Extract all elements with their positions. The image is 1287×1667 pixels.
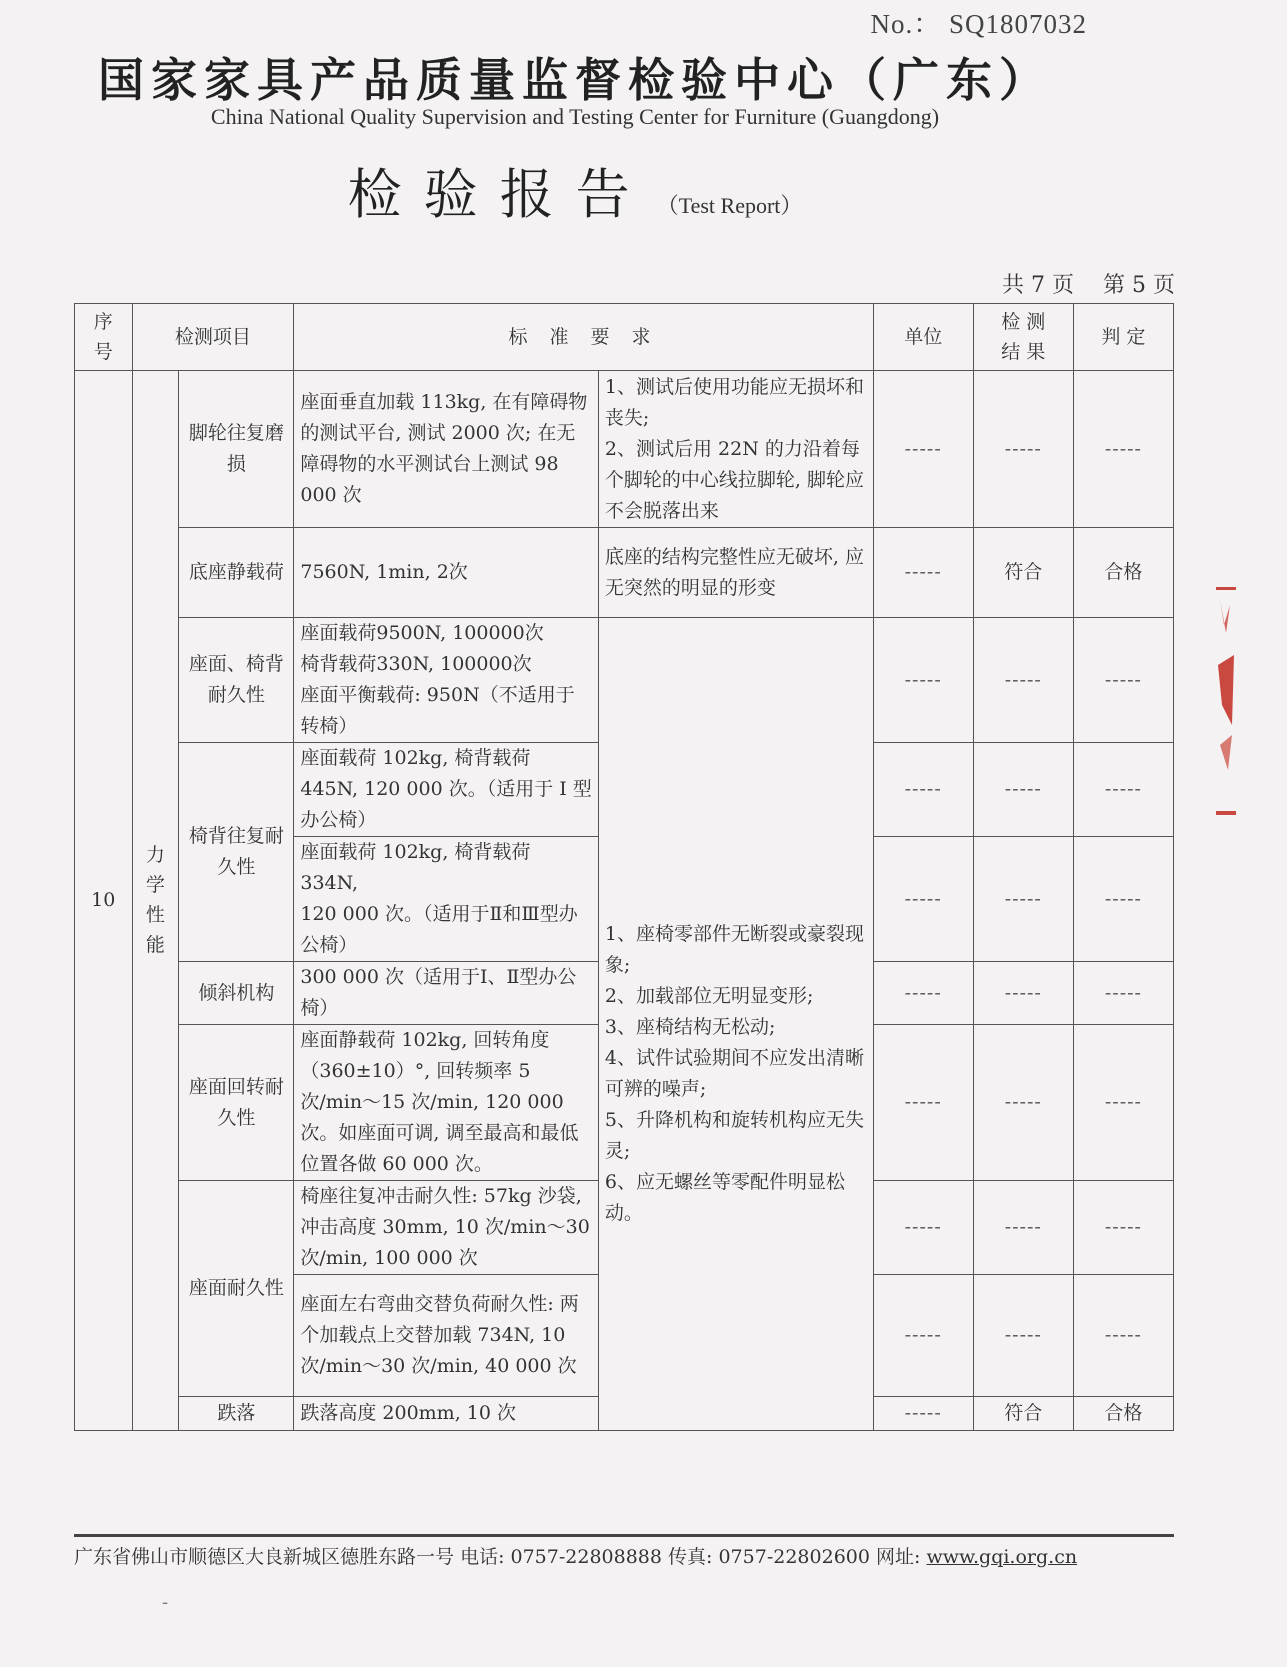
table-header-row xyxy=(75,304,1174,371)
stray-mark: - xyxy=(162,1592,169,1613)
method-seat-back: 座面载荷9500N, 100000次 椅背载荷330N, 100000次 座面平衡载荷: 950N（不适用于转椅） xyxy=(294,618,599,743)
method-drop: 跌落高度 200mm, 10 次 xyxy=(294,1397,599,1431)
table-row xyxy=(75,528,1174,618)
seq-number: 10 xyxy=(75,371,133,1431)
requirement-caster: 1、测试后使用功能应无损坏和丧失; 2、测试后用 22N 的力沿着每个脚轮的中心线拉脚轮, 脚轮应不会脱落出来 xyxy=(598,371,873,528)
method-swivel: 座面静载荷 102kg, 回转角度（360±10）°, 回转频率 5 次/min～15 次/min, 120 000 次。如座面可调, 调至最高和最低位置各做 60 000 次。 xyxy=(294,1025,599,1181)
header-unit: 单位 xyxy=(873,304,973,371)
footer-web-label: 网址: xyxy=(876,1546,921,1568)
verdict-cell: ----- xyxy=(1073,371,1173,528)
header-seq: 序号 xyxy=(75,304,133,371)
unit-cell: ----- xyxy=(873,962,973,1025)
header-item: 检测项目 xyxy=(132,304,294,371)
method-seat-durability-1: 椅座往复冲击耐久性: 57kg 沙袋, 冲击高度 30mm, 10 次/min～30 次/min, 100 000 次 xyxy=(294,1181,599,1275)
report-title xyxy=(0,152,1150,229)
result-cell: ----- xyxy=(973,837,1073,962)
item-seat-back: 座面、椅背耐久性 xyxy=(179,618,294,743)
verdict-cell: ----- xyxy=(1073,837,1173,962)
result-cell: ----- xyxy=(973,1181,1073,1275)
result-cell: ----- xyxy=(973,371,1073,528)
verdict-cell: 合格 xyxy=(1073,1397,1173,1431)
category-cell: 力学性能 xyxy=(132,371,179,1431)
requirement-shared: 1、座椅零部件无断裂或豪裂现象; 2、加载部位无明显变形; 3、座椅结构无松动; 4、试件试验期间不应发出清晰可辨的噪声; 5、升降机构和旋转机构应无失灵; 6、应无螺丝等零配件明显松动。 xyxy=(598,618,873,1431)
result-cell: ----- xyxy=(973,962,1073,1025)
red-seal-stamp xyxy=(1214,585,1238,825)
footer-contact xyxy=(74,1542,1077,1569)
result-cell: ----- xyxy=(973,618,1073,743)
verdict-cell: 合格 xyxy=(1073,528,1173,618)
header-verdict: 判 定 xyxy=(1073,304,1173,371)
unit-cell: ----- xyxy=(873,1181,973,1275)
item-base: 底座静载荷 xyxy=(179,528,294,618)
unit-cell: ----- xyxy=(873,743,973,837)
footer-rule xyxy=(74,1534,1174,1537)
test-results-table xyxy=(74,303,1174,1431)
verdict-cell: ----- xyxy=(1073,1181,1173,1275)
method-seat-durability-2: 座面左右弯曲交替负荷耐久性: 两个加载点上交替加载 734N, 10 次/min～30 次/min, 40 000 次 xyxy=(294,1275,599,1397)
unit-cell: ----- xyxy=(873,1025,973,1181)
unit-cell: ----- xyxy=(873,528,973,618)
result-cell: ----- xyxy=(973,743,1073,837)
page-total: 共 7 页 xyxy=(1002,273,1075,298)
verdict-cell: ----- xyxy=(1073,743,1173,837)
page-counter xyxy=(1002,268,1175,299)
item-drop: 跌落 xyxy=(179,1397,294,1431)
page-current: 第 5 页 xyxy=(1103,273,1175,298)
report-title-en: （Test Report） xyxy=(656,193,803,218)
verdict-cell: ----- xyxy=(1073,1275,1173,1397)
footer-address: 广东省佛山市顺德区大良新城区德胜东路一号 xyxy=(74,1546,455,1568)
method-caster: 座面垂直加载 113kg, 在有障碍物的测试平台, 测试 2000 次; 在无障碍物的水平测试台上测试 98 000 次 xyxy=(294,371,599,528)
footer-fax: 传真: 0757-22802600 xyxy=(668,1546,870,1568)
verdict-cell: ----- xyxy=(1073,1025,1173,1181)
unit-cell: ----- xyxy=(873,618,973,743)
method-back-recip-2: 座面载荷 102kg, 椅背载荷 334N, 120 000 次。（适用于Ⅱ和Ⅲ型办公椅） xyxy=(294,837,599,962)
requirement-base: 底座的结构完整性应无破坏, 应无突然的明显的形变 xyxy=(598,528,873,618)
item-seat-durability: 座面耐久性 xyxy=(179,1181,294,1397)
table-row xyxy=(75,618,1174,743)
report-number: No.： SQ1807032 xyxy=(870,9,1087,39)
footer-tel: 电话: 0757-22808888 xyxy=(460,1546,662,1568)
item-back-recip: 椅背往复耐久性 xyxy=(179,743,294,962)
method-tilt: 300 000 次（适用于Ⅰ、Ⅱ型办公椅） xyxy=(294,962,599,1025)
unit-cell: ----- xyxy=(873,371,973,528)
unit-cell: ----- xyxy=(873,1397,973,1431)
organization-name-en: China National Quality Supervision and Testing Center for Furniture (Guangdong) xyxy=(210,104,940,129)
result-cell: ----- xyxy=(973,1025,1073,1181)
item-caster: 脚轮往复磨损 xyxy=(179,371,294,528)
method-back-recip-1: 座面载荷 102kg, 椅背载荷 445N, 120 000 次。（适用于 Ⅰ 型办公椅） xyxy=(294,743,599,837)
item-swivel: 座面回转耐久性 xyxy=(179,1025,294,1181)
verdict-cell: ----- xyxy=(1073,618,1173,743)
method-base: 7560N, 1min, 2次 xyxy=(294,528,599,618)
table-row xyxy=(75,371,1174,528)
result-cell: 符合 xyxy=(973,1397,1073,1431)
report-title-cn: 检验报告 xyxy=(347,163,652,226)
footer-website-link[interactable]: www.gqi.org.cn xyxy=(926,1546,1078,1568)
result-cell: ----- xyxy=(973,1275,1073,1397)
header-result: 检 测 结 果 xyxy=(973,304,1073,371)
result-cell: 符合 xyxy=(973,528,1073,618)
organization-name-cn: 国家家具产品质量监督检验中心（广东） xyxy=(98,53,1052,107)
header-standard: 标 准 要 求 xyxy=(294,304,873,371)
unit-cell: ----- xyxy=(873,1275,973,1397)
verdict-cell: ----- xyxy=(1073,962,1173,1025)
item-tilt: 倾斜机构 xyxy=(179,962,294,1025)
unit-cell: ----- xyxy=(873,837,973,962)
